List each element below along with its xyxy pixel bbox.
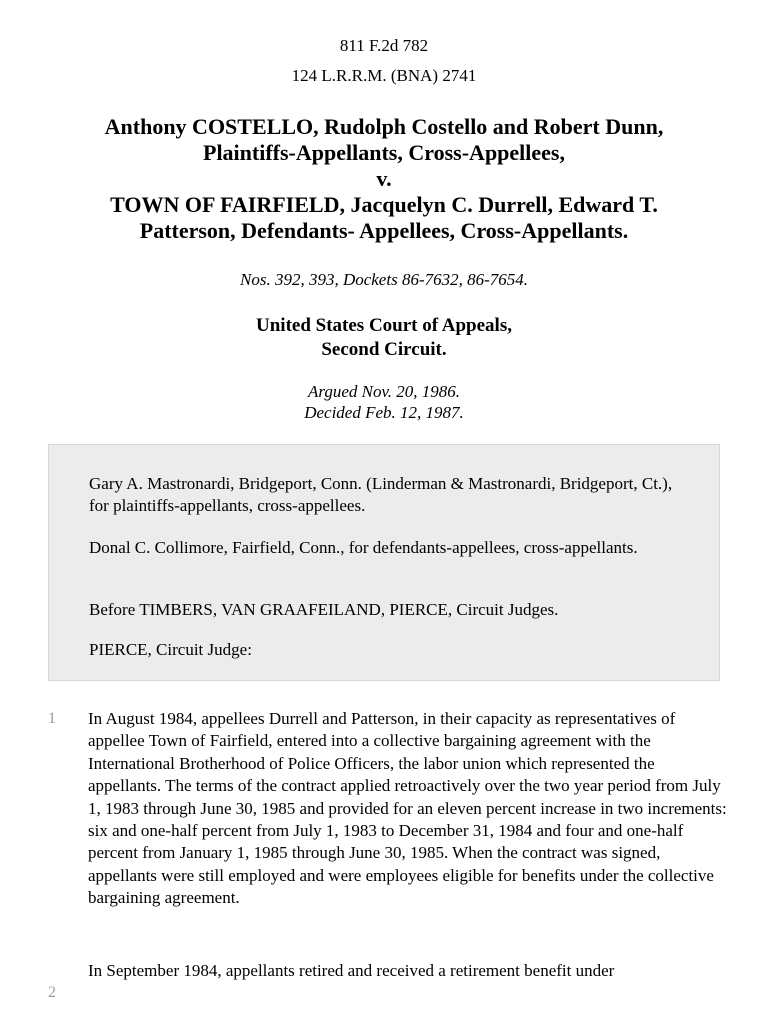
plaintiffs-counsel: Gary A. Mastronardi, Bridgeport, Conn. (Linderman & Mastronardi, Bridgeport, Ct.), for plaintiffs-appellants, cross-appellees. xyxy=(89,474,673,515)
decided-date: Decided Feb. 12, 1987. xyxy=(304,403,464,422)
opinion-paragraph: In August 1984, appellees Durrell and Patterson, in their capacity as representatives of appellee Town of Fairfield, entered into a collective bargaining agreement with the International Brotherhood of Police Officers, the labor union which represented the appellants. The terms of the contract applied retroactively over the two year period from July 1, 1983 through June 30, 1985 and provided for an eleven percent increase in two increments: six and one-half percent from July 1, 1983 to December 31, 1984 and four and one-half percent from January 1, 1985 through June 30, 1985. When the contract was signed, appellants were still employed and were employees eligible for benefits under the collective bargaining agreement. xyxy=(88,709,727,908)
opinion-paragraph: In September 1984, appellants retired and received a retirement benefit under xyxy=(88,961,615,980)
caption-line: Anthony COSTELLO, Rudolph Costello and Robert Dunn, xyxy=(104,114,664,139)
court-line: United States Court of Appeals, xyxy=(256,315,512,336)
caption-line: v. xyxy=(376,166,392,191)
judges-panel: Before TIMBERS, VAN GRAAFEILAND, PIERCE, Circuit Judges. xyxy=(89,600,559,619)
caption-line: Plaintiffs-Appellants, Cross-Appellees, xyxy=(203,140,565,165)
paragraph-number[interactable]: 2 xyxy=(48,984,56,1001)
docket-numbers: Nos. 392, 393, Dockets 86-7632, 86-7654. xyxy=(239,270,529,289)
case-dates xyxy=(0,381,768,423)
citation-reporter: 811 F.2d 782 xyxy=(339,36,429,55)
court-line: Second Circuit. xyxy=(321,339,447,360)
argued-date: Argued Nov. 20, 1986. xyxy=(307,382,461,401)
citation-lrrm: 124 L.R.R.M. (BNA) 2741 xyxy=(291,66,477,85)
court-name xyxy=(0,314,768,362)
caption-line: Patterson, Defendants- Appellees, Cross-Appellants. xyxy=(139,218,629,243)
paragraph-number[interactable]: 1 xyxy=(48,710,56,727)
opinion-author: PIERCE, Circuit Judge: xyxy=(89,640,252,659)
case-caption xyxy=(40,114,728,244)
counsel-box xyxy=(48,444,720,681)
defendants-counsel: Donal C. Collimore, Fairfield, Conn., for defendants-appellees, cross-appellants. xyxy=(89,538,638,557)
caption-line: TOWN OF FAIRFIELD, Jacquelyn C. Durrell, Edward T. xyxy=(110,192,658,217)
